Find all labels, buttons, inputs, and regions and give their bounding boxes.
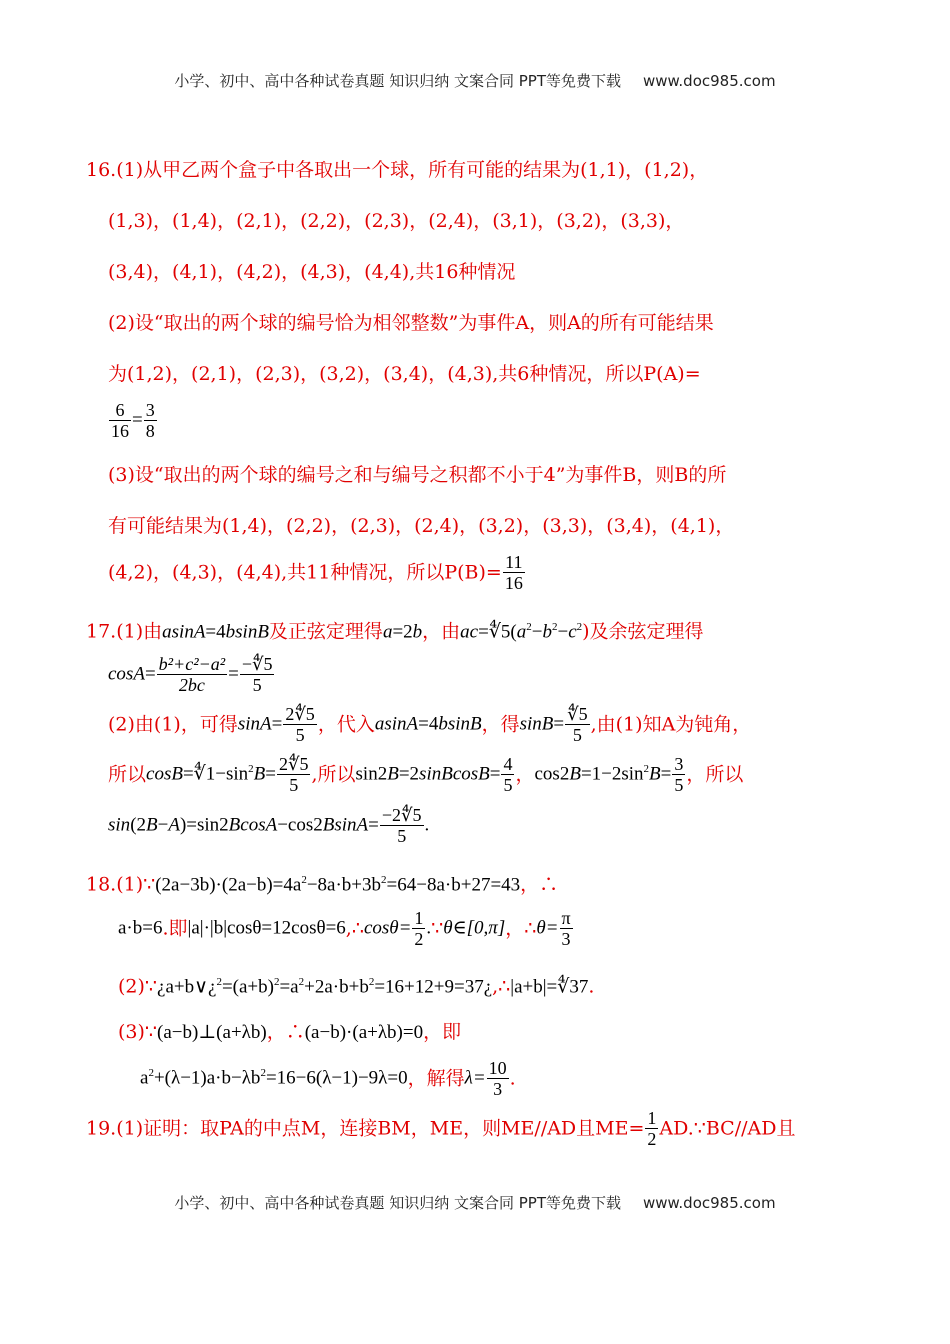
q16-line-2: (1,3)，(1,4)，(2,1)，(2,2)，(2,3)，(2,4)，(3,1)，(3,2)，(3,3)， [108,210,685,232]
page-footer [0,1192,950,1213]
fraction-3-8: $\frac{3}{8}$ [145,400,155,441]
fraction-2root5-b: $\frac{2∜5}{5}$ [279,754,309,795]
fraction-neg-2root5: $\frac{-2∜5}{5}$ [381,805,422,846]
q16-line-4: (2)设“取出的两个球的编号恰为相邻整数”为事件A，则A的所有可能结果 [108,312,714,334]
q16-line-8: 有可能结果为(1,4)，(2,2)，(2,3)，(2,4)，(3,2)，(3,3)，(3,4)，(4,1)， [108,515,735,537]
fraction-6-16: $\frac{6}{16}$ [111,400,129,441]
q17-line-4: 所以$\cos B=∜1-\sin^2B=$ $\frac{2∜5}{5}$ ,所以sin2B=2sinBcosB= $\frac{4}{5}$ ，$\cos 2B=1-2\sin^2B=$ $\frac{3}{5}$ ，所以 [108,754,744,795]
fraction-4-5: $\frac{4}{5}$ [503,754,513,795]
fraction-1-2: $\frac{1}{2}$ [414,908,424,949]
q17-line-5: sin(2B−A)=sin2BcosA−cos2BsinA= $\frac{-2∜5}{5}$ . [108,805,430,846]
page-header [0,70,950,91]
fraction-pi-3: $\frac{\pi}{3}$ [561,908,571,949]
fraction-1-2-b: $\frac{1}{2}$ [647,1108,657,1149]
q16-line-3: (3,4)，(4,1)，(4,2)，(4,3)，(4,4),共16种情况 [108,261,516,283]
q18-line-2: a·b=6.即|a|·|b|cosθ=12cosθ=6,∴cosθ= $\frac{1}{2}$ .∵θ∈[0,π]，∴θ= $\frac{\pi}{3}$ [118,908,571,949]
header-url[interactable]: www.doc985.com [642,72,776,90]
q16-line-6: $\frac{6}{16}$ = $\frac{3}{8}$ [111,400,155,441]
fraction-10-3: $\frac{10}{3}$ [488,1058,507,1099]
fraction-3-5: $\frac{3}{5}$ [674,754,684,795]
q16-line-9: (4,2)，(4,3)，(4,4),共11种情况，所以P(B)= $\frac{11}{16}$ [108,552,523,593]
footer-url[interactable]: www.doc985.com [642,1194,776,1212]
q16-line-7: (3)设“取出的两个球的编号之和与编号之积都不小于4”为事件B，则B的所 [108,464,727,486]
q16-line-1: 16.(1)从甲乙两个盒子中各取出一个球，所有可能的结果为(1,1)，(1,2)， [86,159,709,181]
q18-line-4: (3)∵(a−b)⊥(a+λb)，∴(a−b)·(a+λb)=0，即 [118,1021,462,1043]
fraction-cosA: $\frac{\text{b²+c²−a²}}{2bc}$ [158,654,226,695]
q17-line-2: cosA= $\frac{\text{b²+c²−a²}}{2bc}$ = $\frac{-∜5}{5}$ [108,654,273,695]
q17-line-1: 17.(1)由asinA=4bsinB及正弦定理得a=2b，由$ac=∜5(a^2-b^2-c^2)$及余弦定理得 [86,620,704,643]
q18-line-5: $a^2+(\lambda-1)a\cdot b-\lambda b^2=16-6(\lambda-1)-9\lambda=0$，解得λ= $\frac{10}{3}$ . [140,1058,516,1099]
q16-line-5: 为(1,2)，(2,1)，(2,3)，(3,2)，(3,4)，(4,3),共6种情况，所以P(A)= [108,363,701,385]
fraction-neg-root5: $\frac{-∜5}{5}$ [241,654,273,695]
header-text: 小学、初中、高中各种试卷真题 知识归纳 文案合同 PPT等免费下载 [174,72,621,90]
footer-text: 小学、初中、高中各种试卷真题 知识归纳 文案合同 PPT等免费下载 [174,1194,621,1212]
q18-line-1: $18.(1)\because(2a-3b)\cdot(2a-b)=4a^2-8a\cdot b+3b^2=64-8a\cdot b+27=43$，∴ [86,873,559,896]
fraction-2root5: $\frac{2∜5}{5}$ [285,704,315,745]
fraction-root5: $\frac{∜5}{5}$ [567,704,588,745]
fraction-11-16: $\frac{11}{16}$ [504,552,523,593]
q18-line-3: $(2)\because¿a+b\vee¿^2=(a+b)^2=a^2+2a\cdot b+b^2=16+12+9=37¿,\therefore|a+b|=∜37$. [118,975,595,998]
q19-line-1: 19.(1)证明：取PA的中点M，连接BM，ME，则ME//AD且ME= $\frac{1}{2}$ AD.∵BC//AD且 [86,1108,796,1149]
q17-line-3: (2)由(1)，可得sinA= $\frac{2∜5}{5}$ ，代入asinA=4bsinB，得sinB= $\frac{∜5}{5}$ ,由(1)知A为钝角， [108,704,752,745]
